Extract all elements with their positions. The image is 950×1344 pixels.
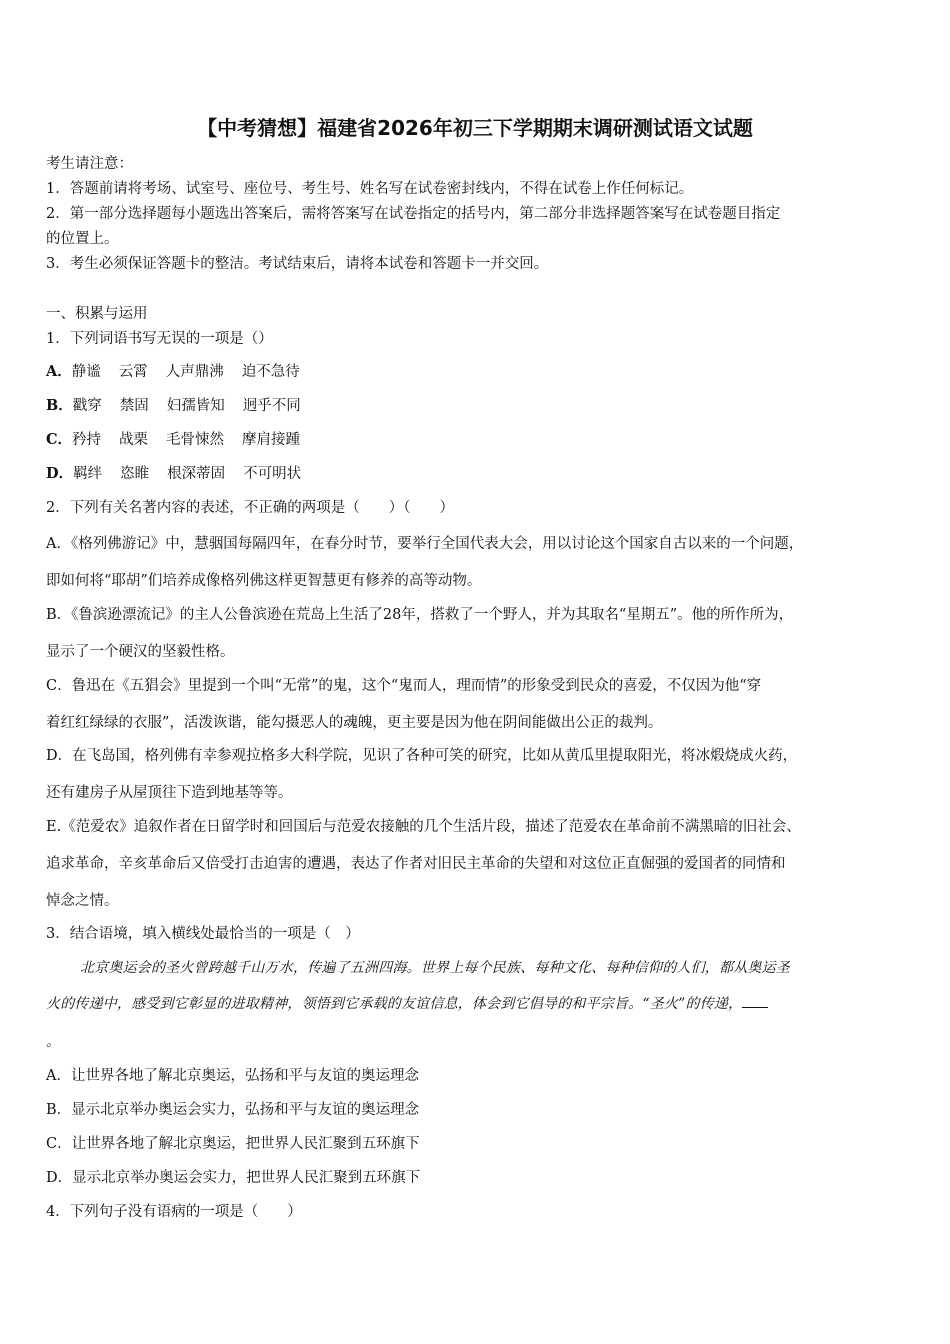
q2-option-d-line2: 还有建房子从屋顶往下造到地基等等。 bbox=[46, 785, 293, 801]
q2-option-b-line1: B．《鲁滨逊漂流记》的主人公鲁滨逊在荒岛上生活了28年，搭救了一个野人，并为其取名“星期五”。他的所作所为， bbox=[46, 607, 794, 623]
option-word: 迫不急待 bbox=[241, 364, 300, 380]
q3-passage-line1: 北京奥运会的圣火曾跨越千山万水，传遍了五洲四海。世界上每个民族、每种文化、每种信仰的人们，都从奥运圣 bbox=[80, 960, 790, 976]
option-word: 矜持 bbox=[72, 432, 102, 448]
q2-option-c-line1: C．鲁迅在《五猖会》里提到一个叫“无常”的鬼，这个“鬼而人，理而情”的形象受到民众的喜爱，不仅因为他“穿 bbox=[46, 678, 762, 694]
q1-option-b bbox=[46, 394, 301, 415]
q3-option-b: B．显示北京举办奥运会实力，弘扬和平与友谊的奥运理念 bbox=[46, 1102, 420, 1118]
q1-option-d bbox=[46, 462, 301, 483]
q1-option-a bbox=[46, 360, 300, 381]
notice-item-1: 1．答题前请将考场、试室号、座位号、考生号、姓名写在试卷密封线内，不得在试卷上作任何标记。 bbox=[46, 181, 694, 197]
q2-option-e-line1: E.《范爱农》追叙作者在日留学时和回国后与范爱农接触的几个生活片段，描述了范爱农在革命前不满黑暗的旧社会、 bbox=[46, 819, 801, 835]
q2-option-a-line2: 即如何将“耶胡”们培养成像格列佛这样更智慧更有修养的高等动物。 bbox=[46, 573, 482, 589]
option-word: 人声鼎沸 bbox=[165, 364, 224, 380]
question-1-stem: 1．下列词语书写无误的一项是（） bbox=[46, 331, 273, 347]
option-word: 羁绊 bbox=[73, 466, 103, 482]
answer-blank bbox=[742, 995, 768, 1008]
q3-passage-line2 bbox=[46, 993, 768, 1013]
q1-option-c bbox=[46, 428, 300, 449]
q3-passage-line3: 。 bbox=[46, 1034, 61, 1050]
q2-option-e-line2: 追求革命，辛亥革命后又倍受打击迫害的遭遇，表达了作者对旧民主革命的失望和对这位正直倔强的爱国者的同情和 bbox=[46, 856, 786, 872]
q2-option-e-line3: 悼念之情。 bbox=[46, 893, 119, 909]
passage-text: 火的传递中，感受到它彰显的进取精神，领悟到它承载的友谊信息，体会到它倡导的和平宗旨。“圣火”的传递， bbox=[46, 996, 743, 1012]
option-word: 禁固 bbox=[119, 398, 149, 414]
notice-item-3: 3．考生必须保证答题卡的整洁。考试结束后，请将本试卷和答题卡一并交回。 bbox=[46, 256, 549, 272]
q2-option-b-line2: 显示了一个硬汉的坚毅性格。 bbox=[46, 644, 235, 660]
question-3-stem: 3．结合语境，填入横线处最恰当的一项是（ ） bbox=[46, 926, 360, 942]
option-word: 妇孺皆知 bbox=[166, 398, 225, 414]
q3-option-c: C．让世界各地了解北京奥运，把世界人民汇聚到五环旗下 bbox=[46, 1136, 420, 1152]
option-label: D． bbox=[46, 465, 74, 482]
option-word: 摩肩接踵 bbox=[242, 432, 301, 448]
option-word: 戳穿 bbox=[72, 398, 102, 414]
question-4-stem: 4．下列句子没有语病的一项是（ ） bbox=[46, 1204, 302, 1220]
notice-item-2: 2．第一部分选择题每小题选出答案后，需将答案写在试卷指定的括号内，第二部分非选择题答案写在试卷题目指定 bbox=[46, 206, 781, 222]
option-word: 根深蒂固 bbox=[167, 466, 226, 482]
option-word: 静谧 bbox=[71, 364, 101, 380]
option-label: C． bbox=[46, 431, 73, 448]
option-label: B． bbox=[46, 397, 73, 414]
q3-option-d: D．显示北京举办奥运会实力，把世界人民汇聚到五环旗下 bbox=[46, 1170, 421, 1186]
option-word: 恣睢 bbox=[120, 466, 150, 482]
option-word: 毛骨悚然 bbox=[166, 432, 225, 448]
option-word: 迥乎不同 bbox=[242, 398, 301, 414]
question-2-stem: 2．下列有关名著内容的表述，不正确的两项是（ ）（ ） bbox=[46, 500, 454, 516]
option-word: 战栗 bbox=[119, 432, 149, 448]
notice-heading: 考生请注意： bbox=[46, 156, 133, 172]
notice-item-2-cont: 的位置上。 bbox=[46, 231, 119, 247]
option-word: 不可明状 bbox=[243, 466, 302, 482]
option-word: 云霄 bbox=[118, 364, 148, 380]
q2-option-d-line1: D．在飞岛国，格列佛有幸参观拉格多大科学院，见识了各种可笑的研究，比如从黄瓜里提取阳光，将冰煅烧成火药， bbox=[46, 748, 798, 764]
option-label: A． bbox=[46, 363, 72, 380]
q3-option-a: A．让世界各地了解北京奥运，弘扬和平与友谊的奥运理念 bbox=[46, 1068, 419, 1084]
q2-option-c-line2: 着红红绿绿的衣服”，活泼诙谐，能勾摄恶人的魂魄，更主要是因为他在阴间能做出公正的裁判。 bbox=[46, 715, 663, 731]
page-title: 【中考猜想】福建省2026年初三下学期期末调研测试语文试题 bbox=[197, 116, 753, 140]
q2-option-a-line1: A．《格列佛游记》中，慧骃国每隔四年，在春分时节，要举行全国代表大会，用以讨论这个国家自古以来的一个问题， bbox=[46, 536, 804, 552]
section-heading: 一、积累与运用 bbox=[46, 306, 148, 322]
